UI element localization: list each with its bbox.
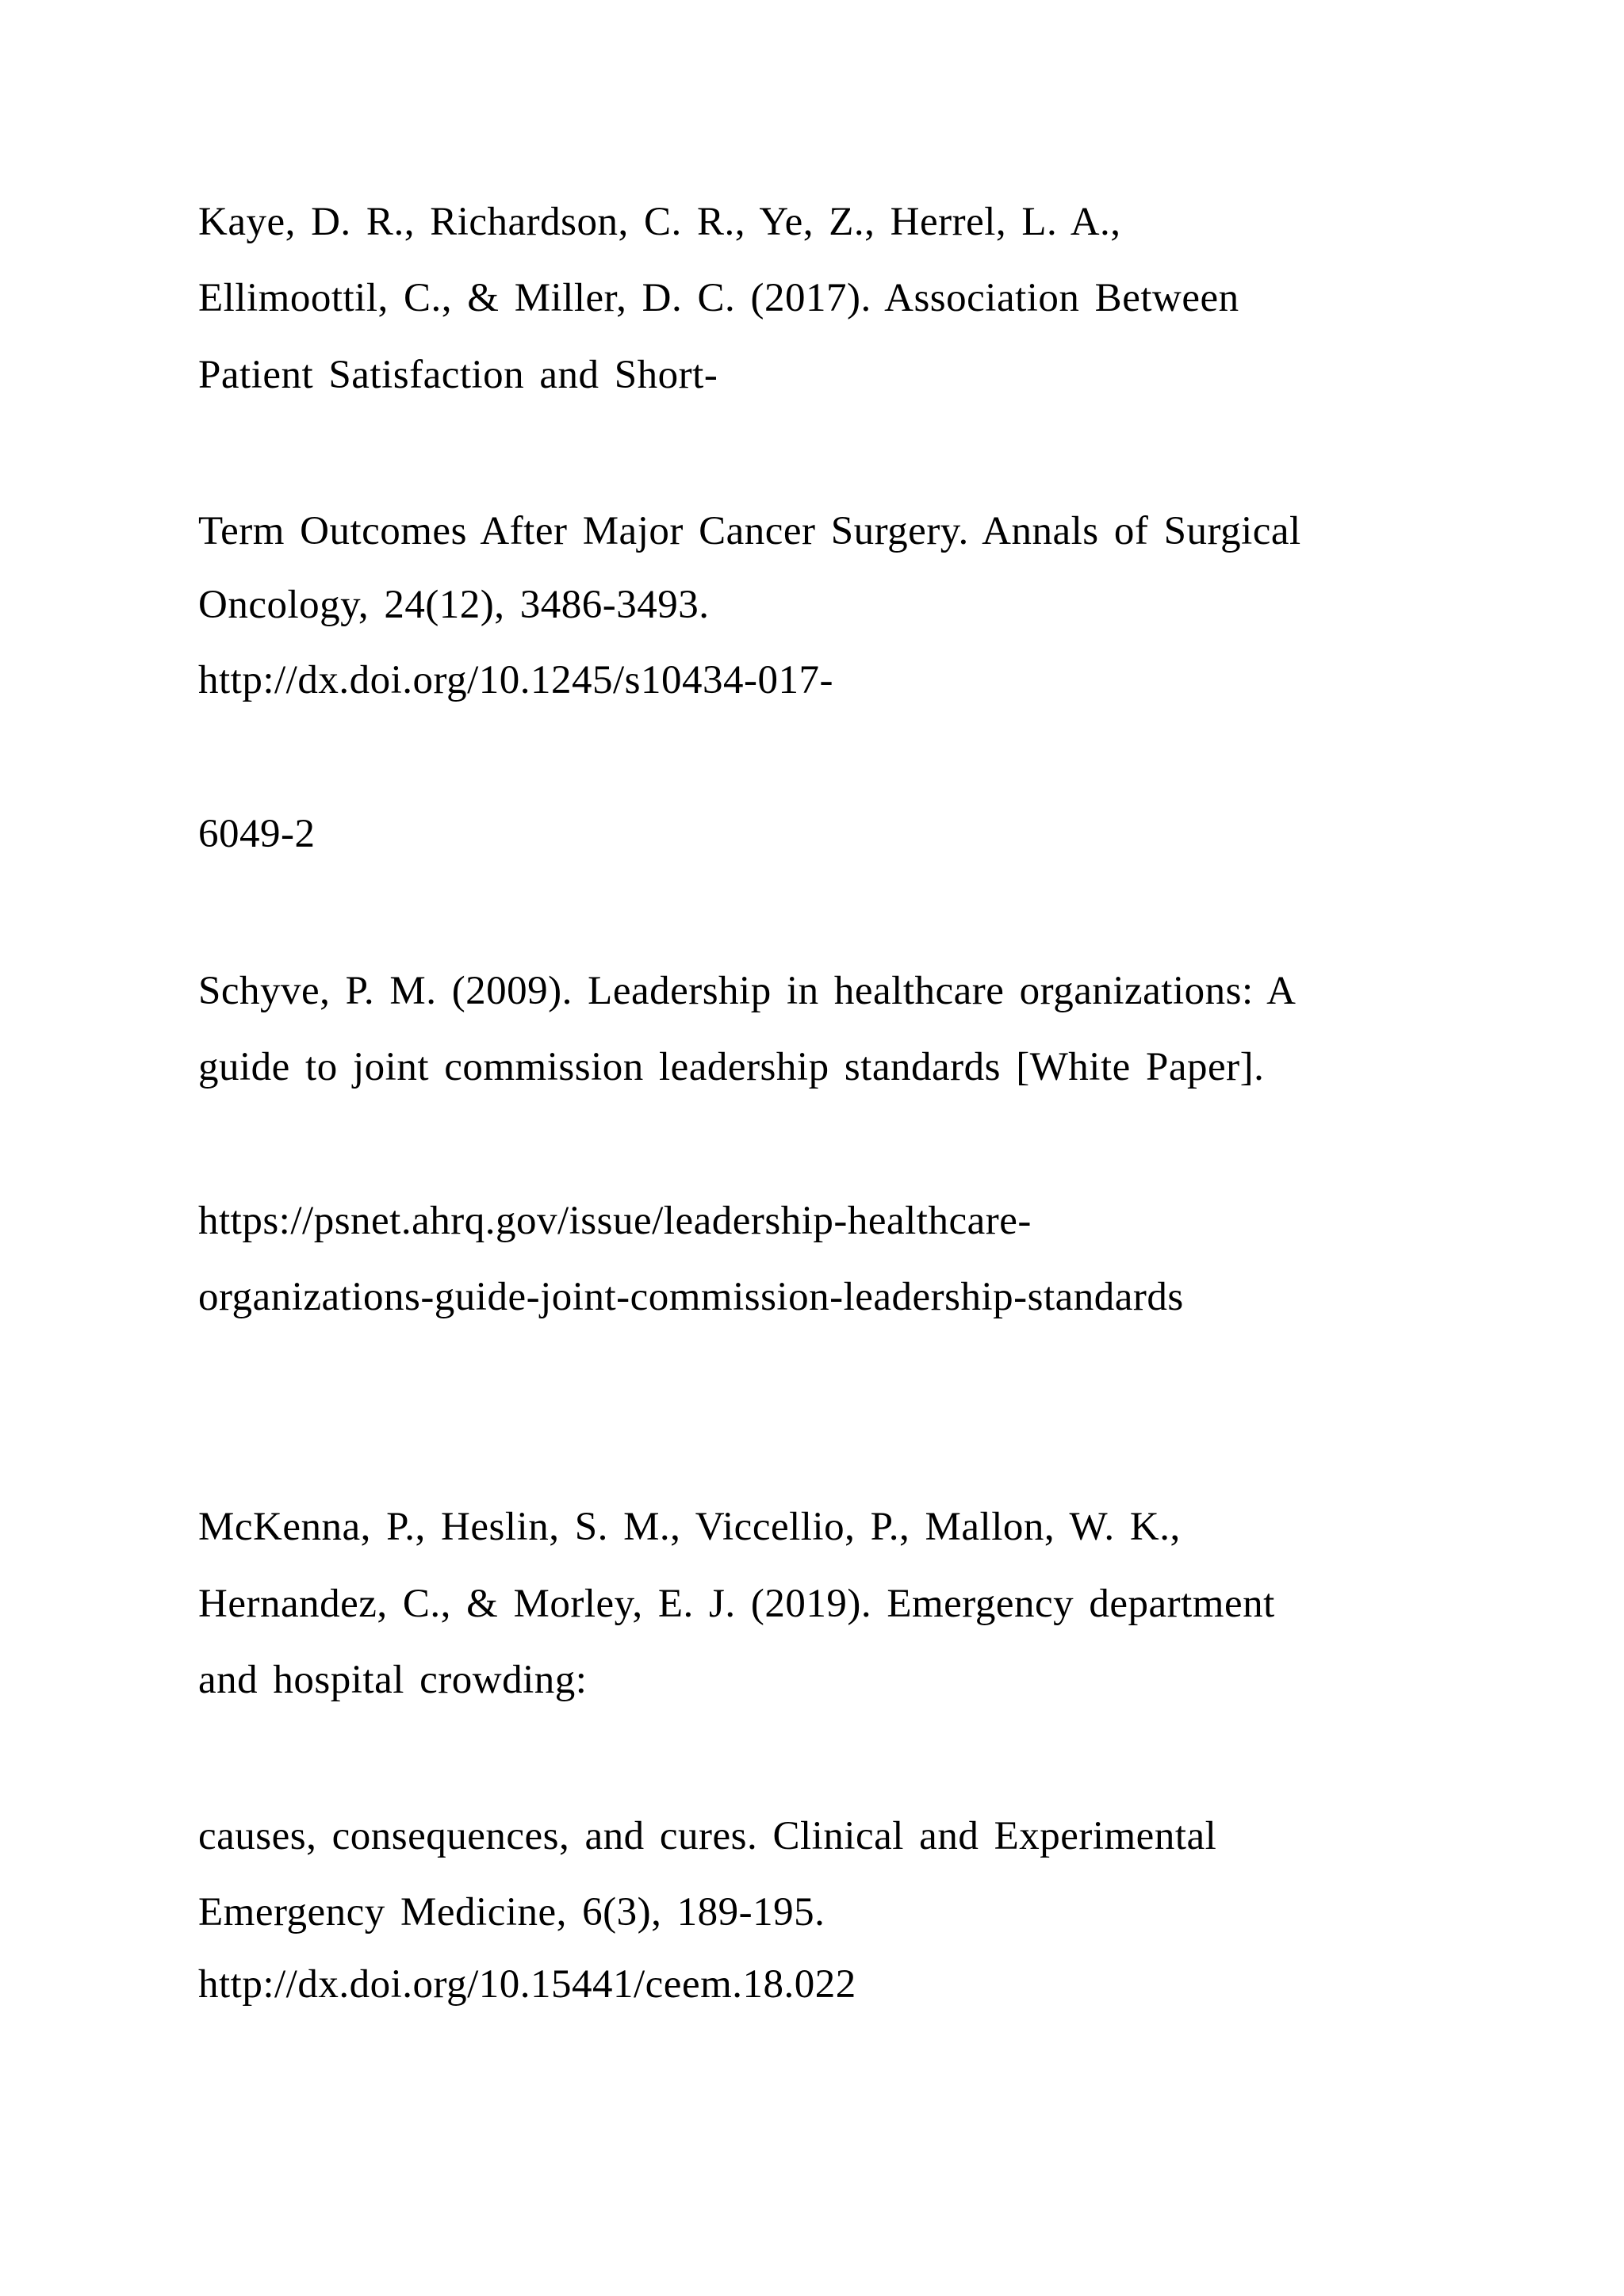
reference-line: McKenna, P., Heslin, S. M., Viccellio, P., Mallon, W. K., — [198, 1505, 1181, 1549]
reference-line: Schyve, P. M. (2009). Leadership in healthcare organizations: A — [198, 969, 1297, 1013]
reference-url-link-continuation[interactable]: organizations-guide-joint-commission-leadership-standards — [198, 1275, 1184, 1319]
reference-line: Hernandez, C., & Morley, E. J. (2019). Emergency department — [198, 1582, 1275, 1626]
reference-line: Patient Satisfaction and Short- — [198, 353, 718, 397]
reference-line: Term Outcomes After Major Cancer Surgery. Annals of Surgical — [198, 509, 1301, 553]
reference-doi-link-continuation[interactable]: 6049-2 — [198, 812, 316, 856]
reference-line: Kaye, D. R., Richardson, C. R., Ye, Z., Herrel, L. A., — [198, 200, 1121, 244]
reference-line: causes, consequences, and cures. Clinical and Experimental — [198, 1814, 1217, 1858]
reference-line: Oncology, 24(12), 3486-3493. — [198, 583, 710, 627]
reference-doi-link[interactable]: http://dx.doi.org/10.15441/ceem.18.022 — [198, 1962, 856, 2007]
reference-line: Ellimoottil, C., & Miller, D. C. (2017). Association Between — [198, 276, 1239, 320]
reference-doi-link[interactable]: http://dx.doi.org/10.1245/s10434-017- — [198, 658, 833, 702]
reference-line: guide to joint commission leadership standards [White Paper]. — [198, 1045, 1265, 1089]
reference-line: and hospital crowding: — [198, 1658, 588, 1702]
reference-url-link[interactable]: https://psnet.ahrq.gov/issue/leadership-healthcare- — [198, 1199, 1032, 1243]
reference-line: Emergency Medicine, 6(3), 189-195. — [198, 1890, 825, 1934]
